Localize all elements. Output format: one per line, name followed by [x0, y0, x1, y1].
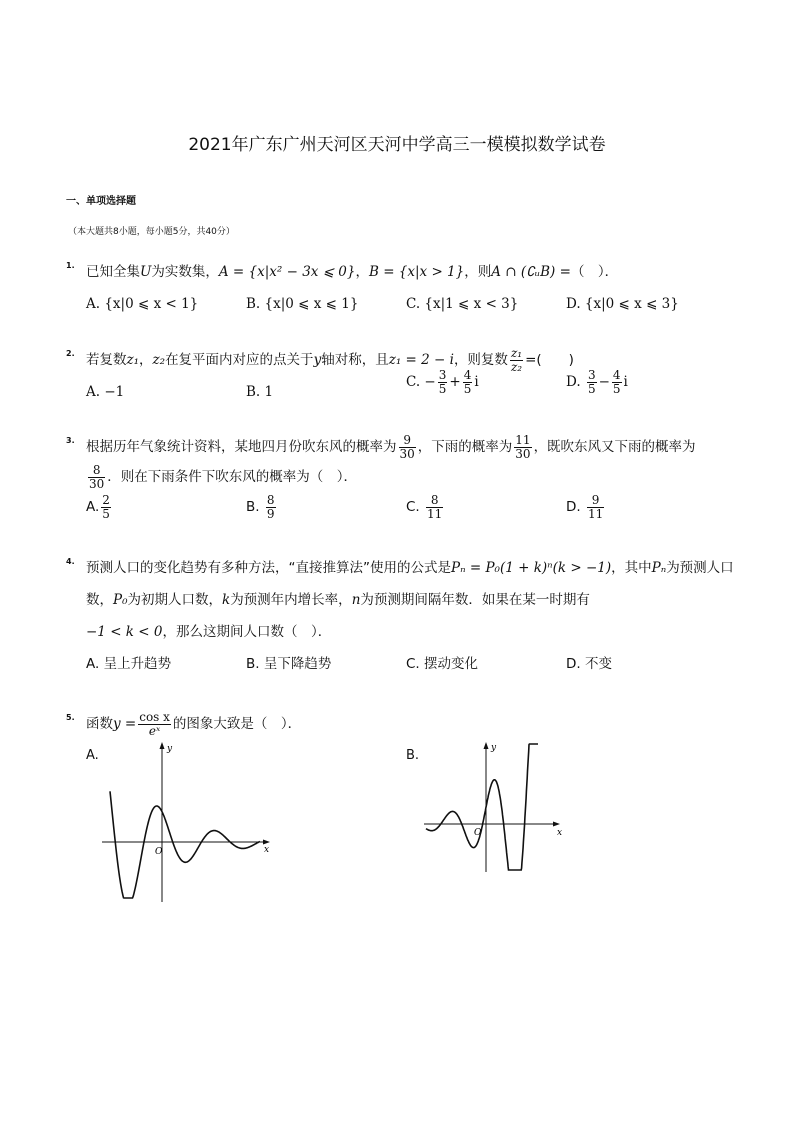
option-c[interactable]: C. − $\frac{3}{5}$ + $\frac{4}{5}$ i — [406, 368, 479, 396]
option-b[interactable]: B. $\frac{8}{9}$ — [246, 492, 275, 521]
option-c[interactable]: C. {x|1 ⩽ x < 3} — [406, 296, 519, 312]
answer-options — [86, 492, 746, 524]
question-stem: 函数y = $\frac{\text{cos x}}{\text{eˣ}}$ 的图象大致是（ ）． — [86, 709, 302, 738]
origin-label: O — [474, 828, 482, 838]
option-a[interactable]: A. 呈上升趋势 — [86, 656, 172, 672]
answer-options — [86, 288, 746, 316]
question-4 — [66, 552, 746, 676]
option-b[interactable]: B. 呈下降趋势 — [246, 656, 332, 672]
question-number: 2. — [66, 349, 75, 358]
option-b-label[interactable]: B. — [406, 748, 420, 763]
question-number: 5. — [66, 713, 75, 722]
y-axis-arrow-icon — [484, 742, 489, 749]
option-b[interactable]: B. {x|0 ⩽ x ⩽ 1} — [246, 296, 359, 312]
question-number: 4. — [66, 557, 75, 566]
option-c[interactable]: C. 摆动变化 — [406, 656, 479, 672]
question-stem: 根据历年气象统计资料，某地四月份吹东风的概率为 $\frac{9}{30}$ ，下雨的概率为 $\frac{11}{30}$ ，既吹东风又下雨的概率为 $\frac{8}{30}$ ．则在下雨条件下吹东风的概率为（ ）． — [86, 432, 696, 491]
section-note: （本大题共8小题，每小题5分，共40分） — [68, 227, 235, 237]
graph-option-b[interactable] — [420, 736, 570, 876]
x-axis-label: x — [557, 828, 563, 838]
fraction: $\frac{\text{cos x}}{\text{eˣ}}$ — [139, 709, 170, 738]
option-d[interactable]: D. $\frac{9}{11}$ — [566, 492, 604, 521]
option-d[interactable]: D. {x|0 ⩽ x ⩽ 3} — [566, 296, 679, 312]
y-axis-label: y — [491, 743, 497, 753]
question-stem: 已知全集U为实数集，A = {x|x² − 3x ⩽ 0}，B = {x|x > 1}，则A ∩ (∁ᵤB) =（ ）． — [86, 264, 619, 280]
option-b[interactable]: B. 1 — [246, 384, 274, 400]
question-stem: 预测人口的变化趋势有多种方法，“直接推算法”使用的公式是Pₙ = P₀(1 + k)ⁿ(k > −1)，其中Pₙ为预测人口数，P₀为初期人口数，k为预测年内增长率，n为预测期间隔年数．如果在某一时期有 −1 < k < 0，那么这期间人口数（ ）． — [86, 560, 734, 640]
origin-label: O — [155, 847, 163, 857]
function-curve — [110, 791, 260, 898]
option-d[interactable]: D. $\frac{3}{5}$ − $\frac{4}{5}$ i — [566, 368, 628, 396]
x-axis-arrow-icon — [263, 840, 270, 845]
answer-options — [86, 648, 746, 676]
question-number: 1. — [66, 261, 75, 270]
question-number: 3. — [66, 436, 75, 445]
function-curve — [426, 744, 538, 870]
question-1 — [66, 256, 746, 316]
x-axis-arrow-icon — [553, 822, 560, 827]
option-a-label[interactable]: A. — [86, 748, 99, 763]
fraction: $\frac{\text{z₁}}{\text{z₂}}$ — [510, 345, 523, 374]
answer-options — [86, 368, 746, 404]
page-title: 2021年广东广州天河区天河中学高三一模模拟数学试卷 — [188, 135, 606, 155]
graph-option-a[interactable] — [96, 738, 276, 904]
option-a[interactable]: A. −1 — [86, 384, 125, 400]
question-stem: 若复数z₁，z₂在复平面内对应的点关于y轴对称，且z₁ = 2 − i，则复数 $\frac{\text{z₁}}{\text{z₂}}$ =( ) — [86, 345, 574, 374]
y-axis-label: y — [167, 744, 173, 754]
option-a[interactable]: A. $\frac{2}{5}$ — [86, 492, 110, 521]
option-c[interactable]: C. $\frac{8}{11}$ — [406, 492, 443, 521]
x-axis-label: x — [264, 845, 270, 855]
option-d[interactable]: D. 不变 — [566, 656, 612, 672]
option-a[interactable]: A. {x|0 ⩽ x < 1} — [86, 296, 199, 312]
question-3 — [66, 432, 746, 524]
section-heading: 一、单项选择题 — [66, 196, 136, 207]
question-2 — [66, 344, 746, 404]
y-axis-arrow-icon — [160, 742, 165, 749]
question-5 — [66, 708, 746, 740]
